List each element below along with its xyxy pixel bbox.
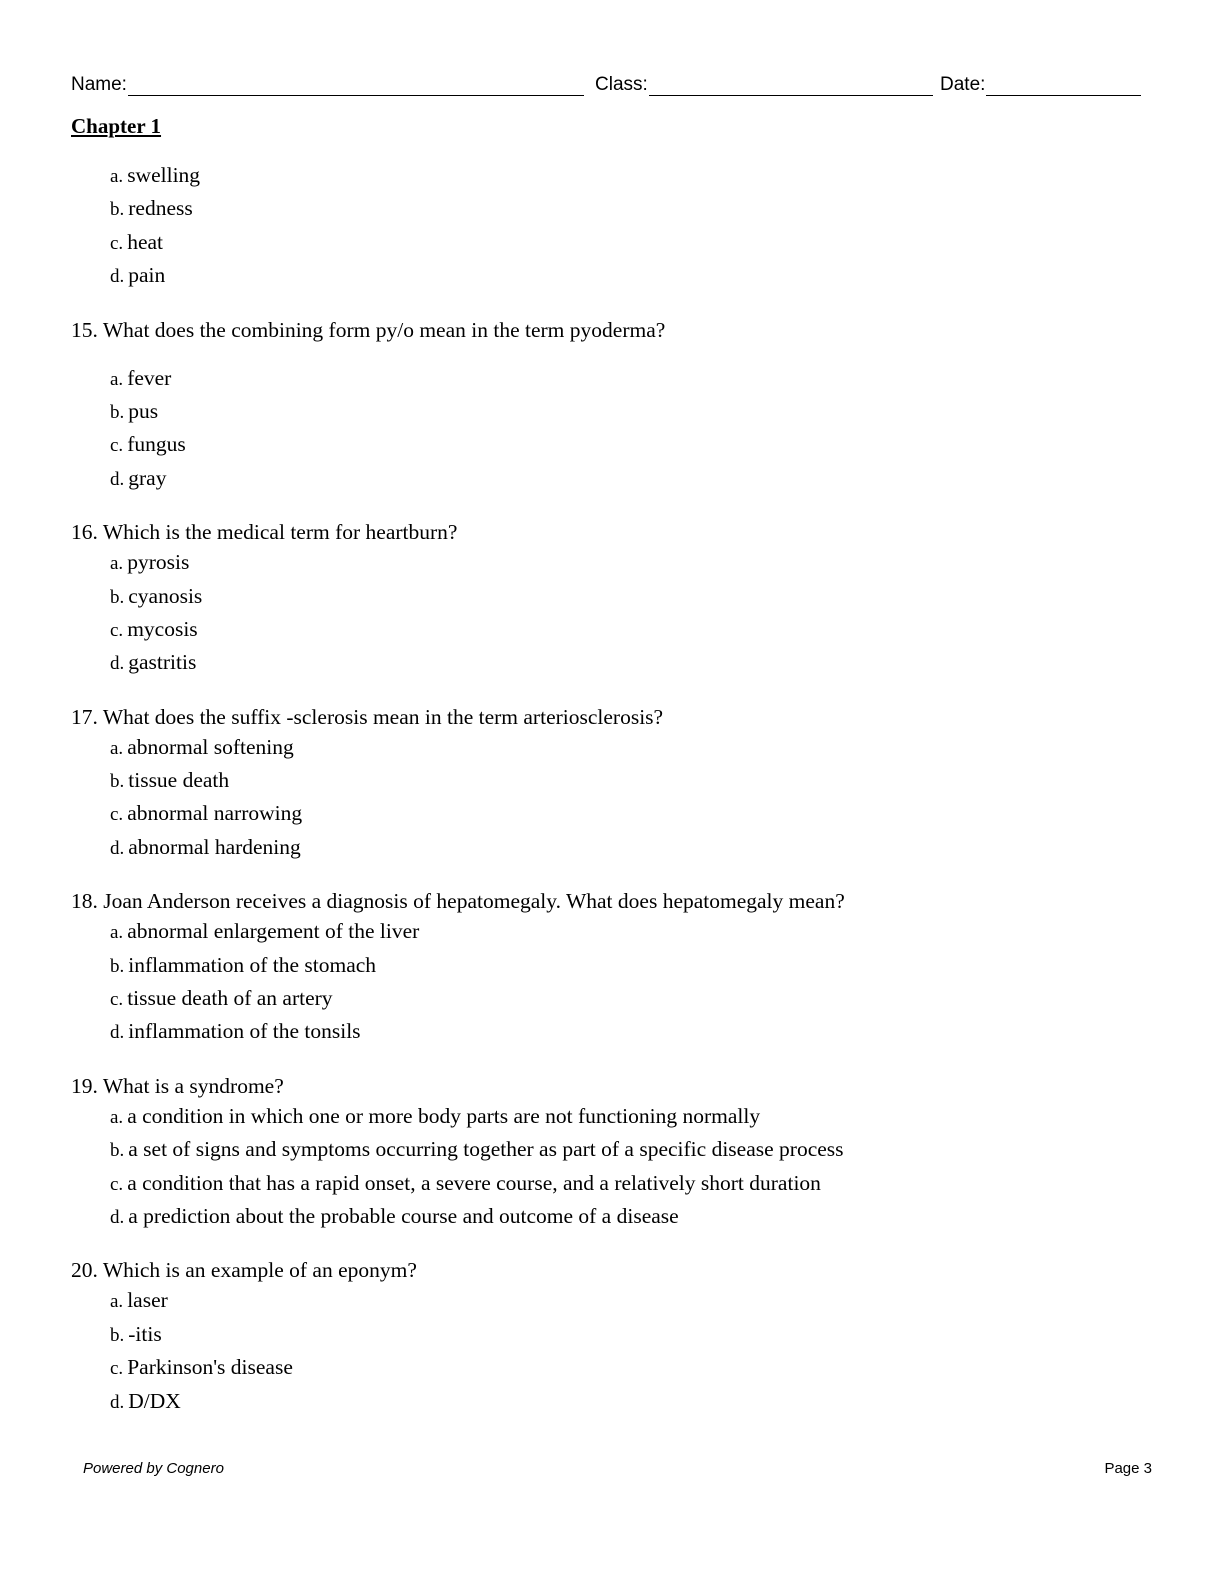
option	[110, 429, 1151, 462]
option	[110, 832, 1151, 865]
option-letter: d.	[110, 1391, 125, 1413]
option	[110, 1168, 1151, 1201]
option-letter: b.	[110, 401, 125, 423]
option	[110, 193, 1151, 226]
option-text: gray	[128, 465, 167, 490]
question-17	[71, 702, 1151, 866]
carryover-options	[110, 160, 1151, 294]
option-letter: a.	[110, 737, 124, 759]
option-letter: b.	[110, 586, 125, 608]
option-text: D/DX	[128, 1388, 181, 1413]
option-text: pain	[128, 263, 166, 288]
option	[110, 1386, 1151, 1419]
powered-by-footer: Powered by Cognero	[83, 1460, 224, 1477]
class-field	[595, 70, 933, 96]
page-number: Page 3	[1104, 1460, 1152, 1477]
option-letter: b.	[110, 1324, 125, 1346]
option-letter: a.	[110, 166, 124, 187]
option-letter: b.	[110, 771, 125, 793]
option-letter: c.	[110, 989, 124, 1011]
option-text: inflammation of the stomach	[128, 952, 377, 977]
option-letter: c.	[110, 435, 124, 457]
option-letter: d.	[110, 266, 125, 288]
option	[110, 463, 1151, 496]
option-text: tissue death	[128, 768, 230, 793]
option-letter: c.	[110, 619, 124, 641]
option-text: Parkinson's disease	[127, 1355, 293, 1380]
option	[110, 260, 1151, 293]
question-text: 15. What does the combining form py/o mean in the term pyoderma?	[71, 317, 666, 342]
name-blank-line	[128, 71, 584, 96]
option-text: gastritis	[128, 650, 197, 675]
option-letter: d.	[110, 1206, 125, 1228]
option-text: -itis	[128, 1321, 162, 1346]
answer-options	[110, 1101, 1151, 1235]
option-text: a set of signs and symptoms occurring together as part of a specific disease process	[128, 1137, 844, 1162]
option-text: pus	[128, 398, 159, 423]
question-20	[71, 1255, 1151, 1419]
option	[110, 1201, 1151, 1234]
option-text: a prediction about the probable course and outcome of a disease	[128, 1203, 679, 1228]
option	[110, 1352, 1151, 1385]
question-18	[71, 886, 1151, 1050]
answer-options	[110, 732, 1151, 866]
question-text: 17. What does the suffix -sclerosis mean in the term arteriosclerosis?	[71, 704, 664, 729]
option-letter: a.	[110, 1291, 124, 1313]
option	[110, 798, 1151, 831]
option-text: redness	[128, 196, 193, 221]
option-text: a condition in which one or more body parts are not functioning normally	[127, 1103, 761, 1128]
option	[110, 1319, 1151, 1352]
question-text: 16. Which is the medical term for heartburn?	[71, 520, 458, 545]
option-text: inflammation of the tonsils	[128, 1019, 361, 1044]
answer-options	[110, 363, 1151, 497]
answer-options	[110, 1285, 1151, 1419]
question-text: 18. Joan Anderson receives a diagnosis of hepatomegaly. What does hepatomegaly mean?	[71, 889, 845, 914]
class-label: Class:	[595, 74, 648, 95]
option	[110, 1101, 1151, 1134]
question-19	[71, 1071, 1151, 1235]
option	[110, 614, 1151, 647]
option-letter: c.	[110, 804, 124, 826]
option-text: mycosis	[127, 616, 198, 641]
worksheet-header	[71, 70, 1144, 98]
question-15	[71, 315, 1151, 497]
option-text: abnormal narrowing	[127, 801, 303, 826]
option-text: fungus	[127, 432, 186, 457]
option-letter: a.	[110, 1106, 124, 1128]
question-16	[71, 517, 1151, 681]
option	[110, 396, 1151, 429]
option-letter: d.	[110, 837, 125, 859]
option	[110, 547, 1151, 580]
option-text: abnormal enlargement of the liver	[127, 919, 420, 944]
date-label: Date:	[940, 74, 986, 95]
question-text: 19. What is a syndrome?	[71, 1073, 284, 1098]
option-letter: d.	[110, 468, 125, 490]
option	[110, 1134, 1151, 1167]
option	[110, 227, 1151, 260]
chapter-heading: Chapter 1	[71, 114, 162, 138]
option-text: tissue death of an artery	[127, 986, 333, 1011]
class-blank-line	[649, 71, 933, 96]
option-text: swelling	[127, 163, 201, 187]
question-list	[71, 160, 1151, 1419]
option-letter: c.	[110, 1358, 124, 1380]
name-field	[71, 70, 584, 96]
option-letter: c.	[110, 1173, 124, 1195]
option-letter: a.	[110, 553, 124, 575]
option-letter: b.	[110, 955, 125, 977]
option-text: heat	[127, 229, 163, 254]
question-text: 20. Which is an example of an eponym?	[71, 1258, 417, 1283]
option-letter: b.	[110, 199, 125, 221]
name-label: Name:	[71, 74, 127, 95]
date-field	[940, 70, 1141, 96]
option-text: fever	[127, 365, 172, 390]
option	[110, 581, 1151, 614]
option-text: cyanosis	[128, 583, 203, 608]
option	[110, 1285, 1151, 1318]
option-text: a condition that has a rapid onset, a severe course, and a relatively short duration	[127, 1170, 821, 1195]
option-letter: c.	[110, 232, 124, 254]
option-letter: a.	[110, 368, 124, 390]
option	[110, 647, 1151, 680]
option-letter: b.	[110, 1140, 125, 1162]
date-blank-line	[986, 71, 1141, 96]
option	[110, 363, 1151, 396]
option-letter: d.	[110, 1022, 125, 1044]
option-text: pyrosis	[127, 550, 190, 575]
option	[110, 732, 1151, 765]
option	[110, 983, 1151, 1016]
answer-options	[110, 916, 1151, 1050]
option	[110, 1016, 1151, 1049]
option-letter: d.	[110, 653, 125, 675]
option-letter: a.	[110, 922, 124, 944]
option	[110, 160, 1151, 193]
option-text: abnormal softening	[127, 734, 294, 759]
option-text: abnormal hardening	[128, 834, 301, 859]
option	[110, 916, 1151, 949]
option	[110, 765, 1151, 798]
answer-options	[110, 547, 1151, 681]
option-text: laser	[127, 1288, 168, 1313]
option	[110, 950, 1151, 983]
